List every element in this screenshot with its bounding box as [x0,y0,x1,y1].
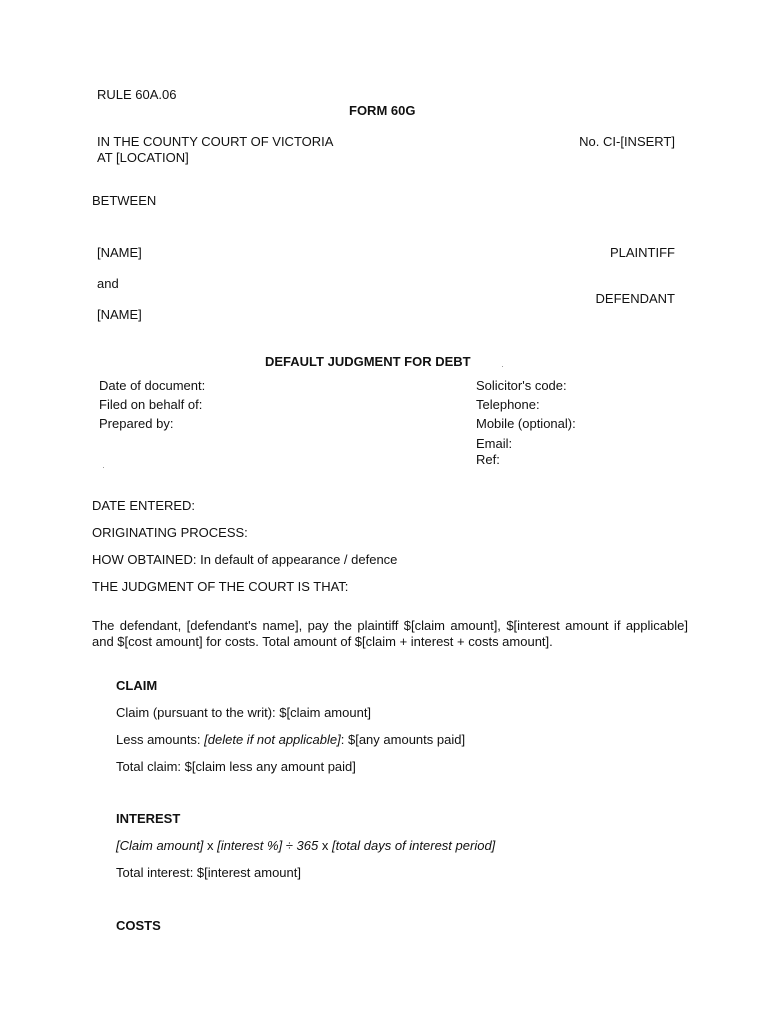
less-amounts-suffix: : $[any amounts paid] [340,732,466,747]
originating-process-label: ORIGINATING PROCESS: [92,525,248,540]
interest-formula-times: x [318,838,332,853]
total-claim-line: Total claim: $[claim less any amount paid] [116,759,356,774]
plaintiff-role: PLAINTIFF [609,245,675,260]
less-amounts-prefix: Less amounts: [116,732,205,747]
less-amounts-note: [delete if not applicable] [204,732,341,747]
mobile-label: Mobile (optional): [476,416,576,431]
scan-speck [103,467,104,468]
plaintiff-name: [NAME] [97,245,142,260]
interest-formula-times: x [203,838,218,853]
less-amounts-line [116,732,465,748]
and-label: and [97,276,119,291]
defendant-name: [NAME] [97,307,142,322]
case-number: No. CI-[INSERT] [579,134,675,149]
court-location: AT [LOCATION] [97,150,189,165]
email-label: Email: [476,436,513,451]
date-entered-label: DATE ENTERED: [92,498,196,513]
interest-formula [116,838,495,854]
total-interest-line: Total interest: $[interest amount] [116,865,301,880]
interest-formula-rate: [interest %] ÷ 365 [217,838,319,853]
costs-heading: COSTS [116,918,161,933]
telephone-label: Telephone: [476,397,540,412]
defendant-role: DEFENDANT [595,291,675,306]
interest-formula-days: [total days of interest period] [331,838,496,853]
claim-line: Claim (pursuant to the writ): $[claim amount] [116,705,372,720]
claim-heading: CLAIM [116,678,158,693]
filed-on-behalf-label: Filed on behalf of: [99,397,203,412]
judgment-paragraph: The defendant, [defendant's name], pay the plaintiff $[claim amount], $[interest amount if applicable] and $[cost amount] for costs. Total amount of $[claim + interest + costs amount]. [92,618,688,649]
document-title: DEFAULT JUDGMENT FOR DEBT [265,354,471,369]
solicitor-code-label: Solicitor's code: [476,378,567,393]
between-label: BETWEEN [92,193,157,208]
rule-reference: RULE 60A.06 [97,87,177,102]
how-obtained-line: HOW OBTAINED: In default of appearance / defence [92,552,398,567]
judgment-intro: THE JUDGMENT OF THE COURT IS THAT: [92,579,349,594]
prepared-by-label: Prepared by: [99,416,174,431]
form-number: FORM 60G [349,103,416,118]
date-of-document-label: Date of document: [99,378,206,393]
interest-heading: INTEREST [116,811,181,826]
ref-label: Ref: [476,452,500,467]
court-name: IN THE COUNTY COURT OF VICTORIA [97,134,334,149]
interest-formula-claim: [Claim amount] [116,838,204,853]
scan-speck [502,366,503,367]
